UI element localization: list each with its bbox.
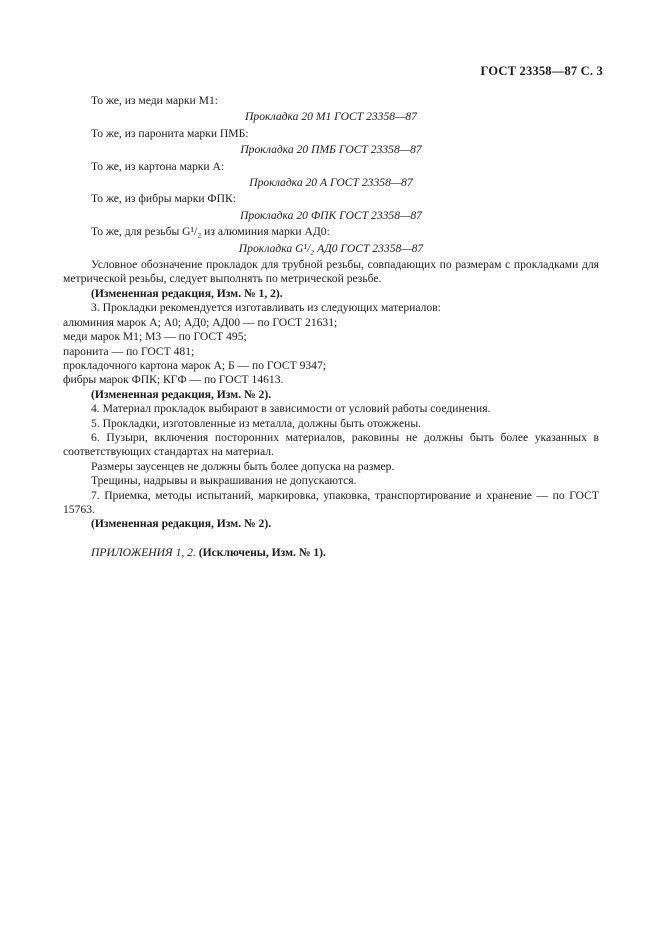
clause-4: 4. Материал прокладок выбирают в зависимости от условий работы соединения. xyxy=(91,402,491,416)
text-line: То же, для резьбы G¹/₂ из алюминия марки АД0: xyxy=(91,225,330,239)
document-body xyxy=(63,94,599,560)
paragraph: Условное обозначение прокладок для трубной резьбы, совпадающих по размерам с прокладками для метрической резьбы, следует выполнять по метрической резьбе. xyxy=(63,258,599,286)
text-line: То же, из паронита марки ПМБ: xyxy=(91,126,249,140)
text-line: То же, из фибры марки ФПК: xyxy=(91,192,236,206)
text-line: Трещины, надрывы и выкрашивания не допускаются. xyxy=(91,474,357,488)
page-header: ГОСТ 23358—87 С. 3 xyxy=(480,64,603,78)
designation-example: Прокладка 20 А ГОСТ 23358—87 xyxy=(249,176,413,190)
material-item: меди марок М1; М3 — по ГОСТ 495; xyxy=(63,330,247,344)
appendix-status: (Исключены, Изм. № 1). xyxy=(198,545,326,559)
designation-example: Прокладка 20 ФПК ГОСТ 23358—87 xyxy=(240,208,422,222)
revision-note: (Измененная редакция, Изм. № 2). xyxy=(91,517,272,531)
appendix-title: ПРИЛОЖЕНИЯ 1, 2. xyxy=(91,545,196,559)
material-item: алюминия марок А; А0; АД0; АД00 — по ГОСТ 21631; xyxy=(63,315,338,329)
material-item: паронита — по ГОСТ 481; xyxy=(63,344,195,358)
text-line: Размеры заусенцев не должны быть более допуска на размер. xyxy=(91,459,395,473)
clause-7: 7. Приемка, методы испытаний, маркировка, упаковка, транспортирование и хранение — по ГОСТ 15763. xyxy=(63,488,599,516)
revision-note: (Измененная редакция, Изм. № 2). xyxy=(91,387,272,401)
material-item: прокладочного картона марок А; Б — по ГОСТ 9347; xyxy=(63,358,326,372)
appendix-note xyxy=(63,546,599,560)
material-item: фибры марок ФПК; КГФ — по ГОСТ 14613. xyxy=(63,373,284,387)
clause-5: 5. Прокладки, изготовленные из металла, должны быть отожжены. xyxy=(91,416,422,430)
clause-6: 6. Пузыри, включения посторонних материалов, раковины не должны быть более указанных в соответствующих стандартах на материал. xyxy=(63,430,599,459)
revision-note: (Измененная редакция, Изм. № 1, 2). xyxy=(91,286,283,300)
designation-example: Прокладка 20 М1 ГОСТ 23358—87 xyxy=(245,110,417,124)
text-line: То же, из картона марки А: xyxy=(91,159,225,173)
designation-example: Прокладка G¹/₂ АД0 ГОСТ 23358—87 xyxy=(238,241,424,255)
clause-3: 3. Прокладки рекомендуется изготавливать из следующих материалов: xyxy=(91,301,441,315)
text-line: То же, из меди марки М1: xyxy=(91,94,218,107)
designation-example: Прокладка 20 ПМБ ГОСТ 23358—87 xyxy=(240,143,422,157)
